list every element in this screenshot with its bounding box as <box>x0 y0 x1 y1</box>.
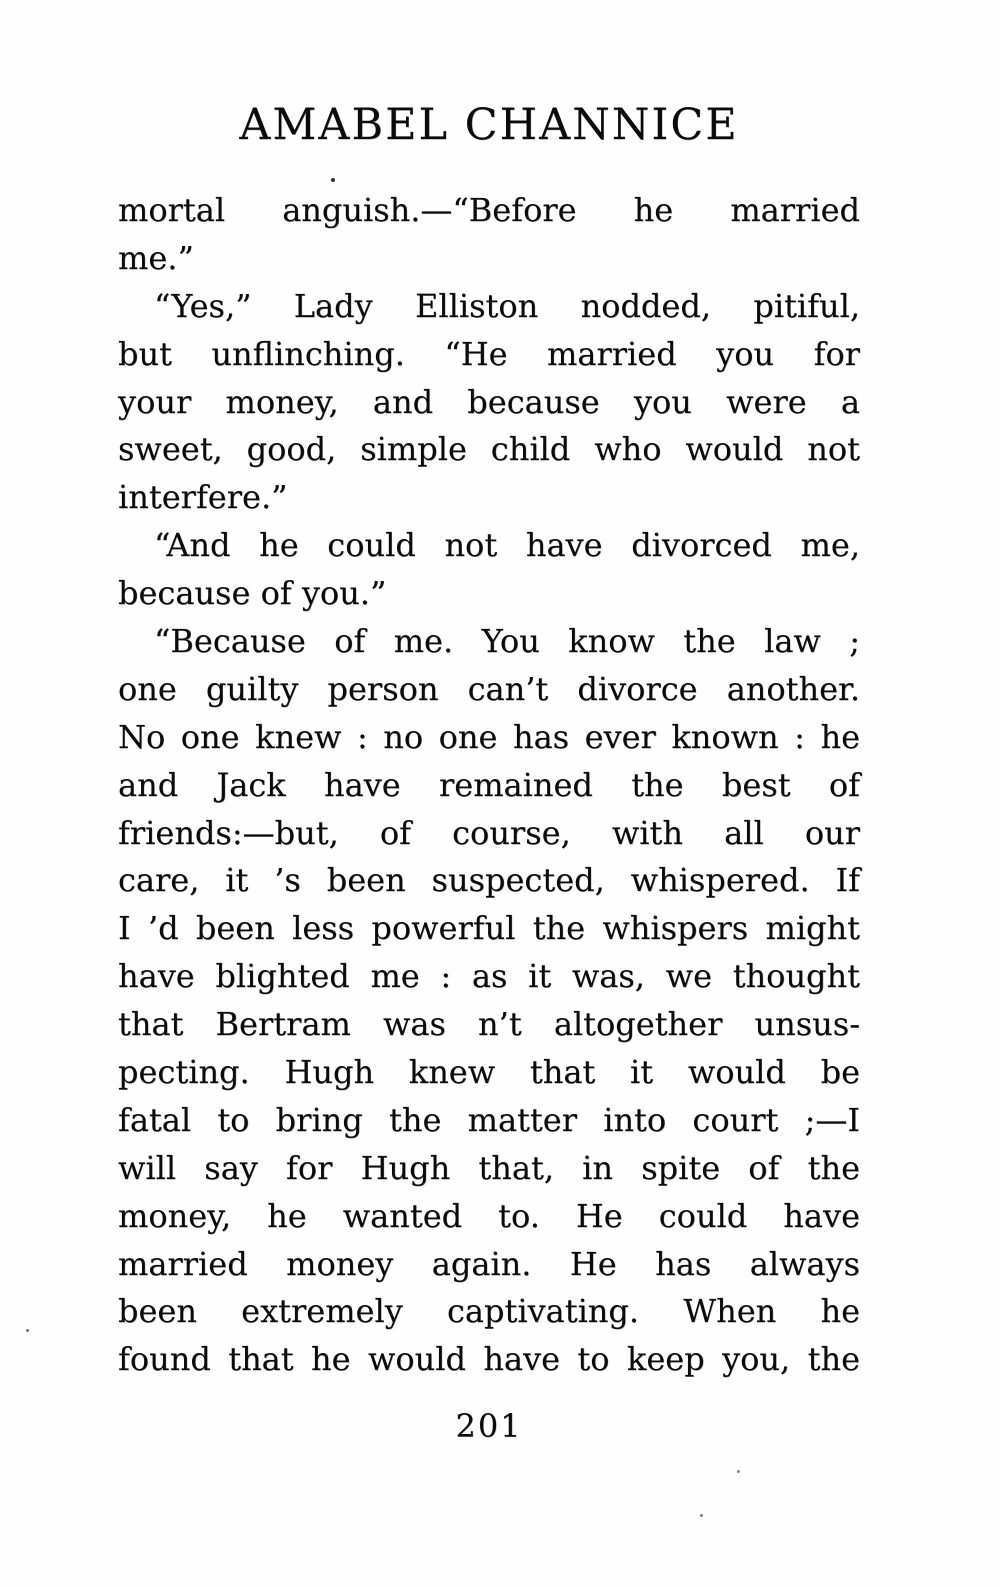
text-line: and Jack have remained the best of <box>118 765 860 804</box>
text-line: interfere.” <box>118 478 288 517</box>
text-line: been extremely captivating. When he <box>118 1292 860 1331</box>
text-line: “Yes,” Lady Elliston nodded, pitiful, <box>154 286 860 325</box>
scan-speck <box>331 178 335 182</box>
text-line: will say for Hugh that, in spite of the <box>118 1148 860 1187</box>
text-line: money, he wanted to. He could have <box>118 1196 860 1235</box>
text-line: pecting. Hugh knew that it would be <box>118 1053 860 1092</box>
text-line: fatal to bring the matter into court ;—I <box>118 1100 860 1139</box>
text-line: No one knew : no one has ever known : he <box>118 717 860 756</box>
text-line: I ’d been less powerful the whispers might <box>118 909 860 948</box>
text-line: have blighted me : as it was, we thought <box>118 957 860 996</box>
text-line: but unflinching. “He married you for <box>118 334 860 373</box>
text-line: because of you.” <box>118 574 387 613</box>
text-line: care, it ’s been suspected, whispered. If <box>118 861 860 900</box>
text-line: “And he could not have divorced me, <box>154 526 860 565</box>
text-line: friends:—but, of course, with all our <box>118 813 860 852</box>
text-line: that Bertram was n’t altogether unsus- <box>118 1005 860 1044</box>
text-line: mortal anguish.—“Before he married <box>118 191 860 229</box>
scan-speck <box>700 1514 703 1517</box>
text-line: sweet, good, simple child who would not <box>118 430 860 469</box>
page-number: 201 <box>455 1407 523 1445</box>
text-line: “Because of me. You know the law ; <box>154 622 860 661</box>
text-line: me.” <box>118 238 194 277</box>
text-line: found that he would have to keep you, the <box>118 1340 860 1379</box>
text-line: one guilty person can’t divorce another. <box>118 669 860 708</box>
text-block <box>118 187 860 1384</box>
running-header: AMABEL CHANNICE <box>239 100 739 150</box>
scan-speck <box>737 1470 740 1473</box>
scan-speck <box>26 1329 29 1332</box>
text-line: your money, and because you were a <box>118 382 860 421</box>
text-line: married money again. He has always <box>118 1244 860 1283</box>
